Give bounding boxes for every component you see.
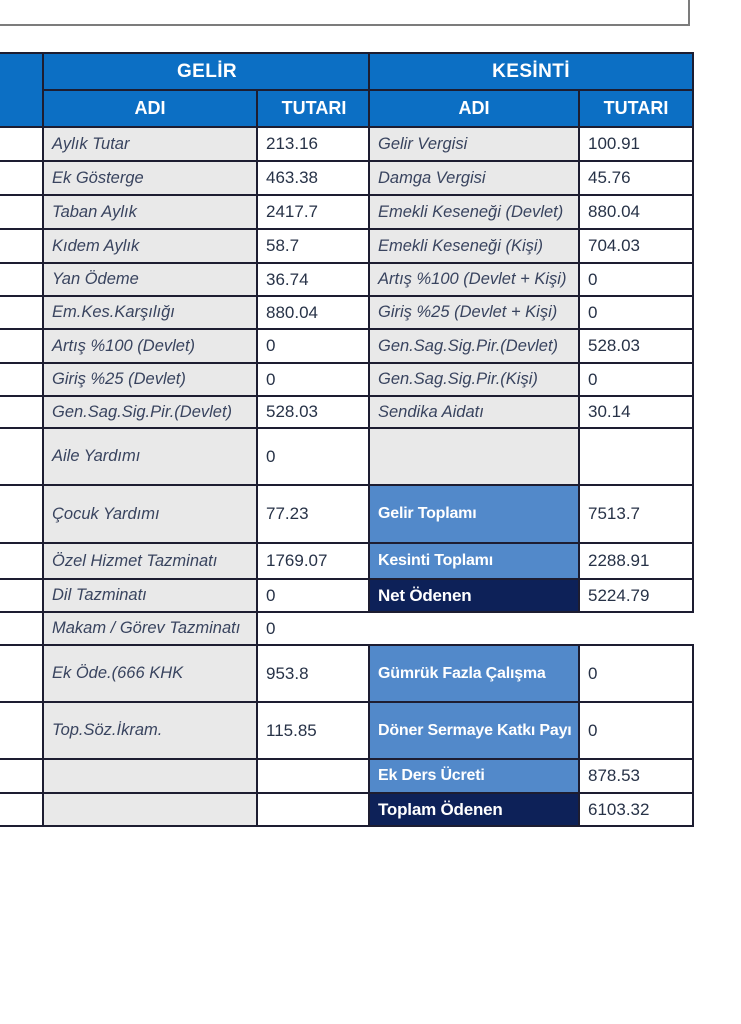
item-value-cell: 0 <box>257 612 371 645</box>
item-value-cell: 704.03 <box>579 229 693 263</box>
item-label-cell: Artış %100 (Devlet + Kişi) <box>369 263 579 296</box>
item-value-cell: 0 <box>257 579 371 612</box>
item-value-cell: 2417.7 <box>257 195 371 229</box>
kesinti-table-row <box>369 329 693 363</box>
item-label-cell: Gen.Sag.Sig.Pir.(Devlet) <box>369 329 579 363</box>
row-stub-cell <box>0 645 43 702</box>
kesinti-table-row <box>369 263 693 296</box>
kesinti-table-row <box>369 296 693 329</box>
item-value-cell: 528.03 <box>579 329 693 363</box>
gelir-table-row <box>0 702 371 759</box>
item-label-cell: Emekli Keseneği (Devlet) <box>369 195 579 229</box>
row-stub-cell <box>0 195 43 229</box>
item-value-cell: 463.38 <box>257 161 371 195</box>
kesinti-table-row <box>369 229 693 263</box>
row-stub-cell <box>0 229 43 263</box>
kesinti-table-row <box>369 543 693 579</box>
item-value-cell: 0 <box>257 363 371 396</box>
item-value-cell: 953.8 <box>257 645 371 702</box>
item-label-cell: Damga Vergisi <box>369 161 579 195</box>
kesinti-rows <box>369 127 693 826</box>
row-stub-cell <box>0 428 43 485</box>
gelir-table-row <box>0 263 371 296</box>
gelir-table-row <box>0 759 371 793</box>
item-value-cell: 0 <box>579 296 693 329</box>
row-stub-cell <box>0 263 43 296</box>
item-label-cell: Taban Aylık <box>43 195 257 229</box>
empty-label-cell <box>43 759 257 793</box>
item-value-cell: 5224.79 <box>579 579 693 612</box>
row-stub-cell <box>0 702 43 759</box>
row-stub-cell <box>0 759 43 793</box>
row-stub-cell <box>0 363 43 396</box>
gelir-col-header-tutari: TUTARI <box>257 90 371 127</box>
kesinti-table-row <box>369 363 693 396</box>
empty-value-cell <box>257 793 371 826</box>
row-stub-cell <box>0 161 43 195</box>
kesinti-table-row <box>369 428 693 485</box>
gelir-table-row <box>0 543 371 579</box>
item-label-cell: Em.Kes.Karşılığı <box>43 296 257 329</box>
gelir-table-row <box>0 428 371 485</box>
item-value-cell: 880.04 <box>579 195 693 229</box>
item-label-cell: Aylık Tutar <box>43 127 257 161</box>
kesinti-table-row <box>369 396 693 428</box>
item-value-cell: 878.53 <box>579 759 693 793</box>
item-label-cell: Emekli Keseneği (Kişi) <box>369 229 579 263</box>
gelir-rows <box>0 127 371 826</box>
item-label-cell: Özel Hizmet Tazminatı <box>43 543 257 579</box>
item-label-cell: Giriş %25 (Devlet) <box>43 363 257 396</box>
kesinti-table-row <box>369 702 693 759</box>
item-label-cell: Aile Yardımı <box>43 428 257 485</box>
row-stub-cell <box>0 485 43 543</box>
item-value-cell: 528.03 <box>257 396 371 428</box>
kesinti-table-row <box>369 485 693 543</box>
item-value-cell: 0 <box>579 645 693 702</box>
item-label-cell: Sendika Aidatı <box>369 396 579 428</box>
gelir-table-row <box>0 645 371 702</box>
gelir-table-row <box>0 612 371 645</box>
item-value-cell: 0 <box>257 428 371 485</box>
gelir-table-row <box>0 485 371 543</box>
gap-cell <box>369 612 579 645</box>
item-label-cell: Top.Söz.İkram. <box>43 702 257 759</box>
item-value-cell: 0 <box>579 363 693 396</box>
item-label-cell: Döner Sermaye Katkı Payı <box>369 702 579 759</box>
item-label-cell: Artış %100 (Devlet) <box>43 329 257 363</box>
item-label-cell: Ek Gösterge <box>43 161 257 195</box>
row-stub-cell <box>0 329 43 363</box>
row-stub-cell <box>0 579 43 612</box>
item-value-cell: 77.23 <box>257 485 371 543</box>
item-label-cell: Gelir Toplamı <box>369 485 579 543</box>
item-label-cell: Makam / Görev Tazminatı <box>43 612 257 645</box>
item-label-cell: Toplam Ödenen <box>369 793 579 826</box>
item-value-cell: 45.76 <box>579 161 693 195</box>
gap-cell <box>579 612 693 645</box>
item-value-cell: 30.14 <box>579 396 693 428</box>
item-label-cell: Kıdem Aylık <box>43 229 257 263</box>
item-value-cell: 100.91 <box>579 127 693 161</box>
row-stub-cell <box>0 793 43 826</box>
kesinti-section-table <box>368 52 694 827</box>
item-label-cell: Çocuk Yardımı <box>43 485 257 543</box>
gelir-table-row <box>0 195 371 229</box>
gelir-table-row <box>0 296 371 329</box>
item-label-cell: Ek Öde.(666 KHK <box>43 645 257 702</box>
gelir-table-row <box>0 161 371 195</box>
row-stub-cell <box>0 127 43 161</box>
kesinti-table-row <box>369 579 693 612</box>
empty-label-cell <box>369 428 579 485</box>
item-value-cell: 6103.32 <box>579 793 693 826</box>
kesinti-col-header-adi: ADI <box>369 90 579 127</box>
gelir-table-row <box>0 329 371 363</box>
kesinti-table-row <box>369 645 693 702</box>
gelir-table-row <box>0 229 371 263</box>
item-value-cell: 7513.7 <box>579 485 693 543</box>
gelir-table-row <box>0 396 371 428</box>
item-label-cell: Dil Tazminatı <box>43 579 257 612</box>
item-label-cell: Gen.Sag.Sig.Pir.(Devlet) <box>43 396 257 428</box>
item-label-cell: Gelir Vergisi <box>369 127 579 161</box>
kesinti-section-header: KESİNTİ <box>369 53 693 90</box>
kesinti-table-row <box>369 127 693 161</box>
top-info-box <box>0 0 690 26</box>
item-value-cell: 0 <box>579 702 693 759</box>
item-value-cell: 58.7 <box>257 229 371 263</box>
corner-stub-cell <box>0 53 43 127</box>
row-stub-cell <box>0 612 43 645</box>
kesinti-table-row <box>369 612 693 645</box>
item-value-cell: 1769.07 <box>257 543 371 579</box>
item-label-cell: Giriş %25 (Devlet + Kişi) <box>369 296 579 329</box>
item-label-cell: Gen.Sag.Sig.Pir.(Kişi) <box>369 363 579 396</box>
row-stub-cell <box>0 296 43 329</box>
row-stub-cell <box>0 396 43 428</box>
kesinti-table-row <box>369 759 693 793</box>
item-label-cell: Gümrük Fazla Çalışma <box>369 645 579 702</box>
item-value-cell: 0 <box>579 263 693 296</box>
kesinti-table-row <box>369 793 693 826</box>
empty-value-cell <box>579 428 693 485</box>
item-value-cell: 213.16 <box>257 127 371 161</box>
item-label-cell: Ek Ders Ücreti <box>369 759 579 793</box>
item-value-cell: 115.85 <box>257 702 371 759</box>
gelir-table-row <box>0 793 371 826</box>
item-value-cell: 880.04 <box>257 296 371 329</box>
empty-label-cell <box>43 793 257 826</box>
gelir-table-row <box>0 363 371 396</box>
item-label-cell: Yan Ödeme <box>43 263 257 296</box>
kesinti-table-row <box>369 161 693 195</box>
item-value-cell: 36.74 <box>257 263 371 296</box>
item-value-cell: 0 <box>257 329 371 363</box>
kesinti-table-row <box>369 195 693 229</box>
empty-value-cell <box>257 759 371 793</box>
gelir-section-header: GELİR <box>43 53 371 90</box>
item-value-cell: 2288.91 <box>579 543 693 579</box>
gelir-table-row <box>0 127 371 161</box>
item-label-cell: Kesinti Toplamı <box>369 543 579 579</box>
gelir-col-header-adi: ADI <box>43 90 257 127</box>
gelir-section-table <box>0 52 372 827</box>
kesinti-col-header-tutari: TUTARI <box>579 90 693 127</box>
gelir-table-row <box>0 579 371 612</box>
item-label-cell: Net Ödenen <box>369 579 579 612</box>
row-stub-cell <box>0 543 43 579</box>
